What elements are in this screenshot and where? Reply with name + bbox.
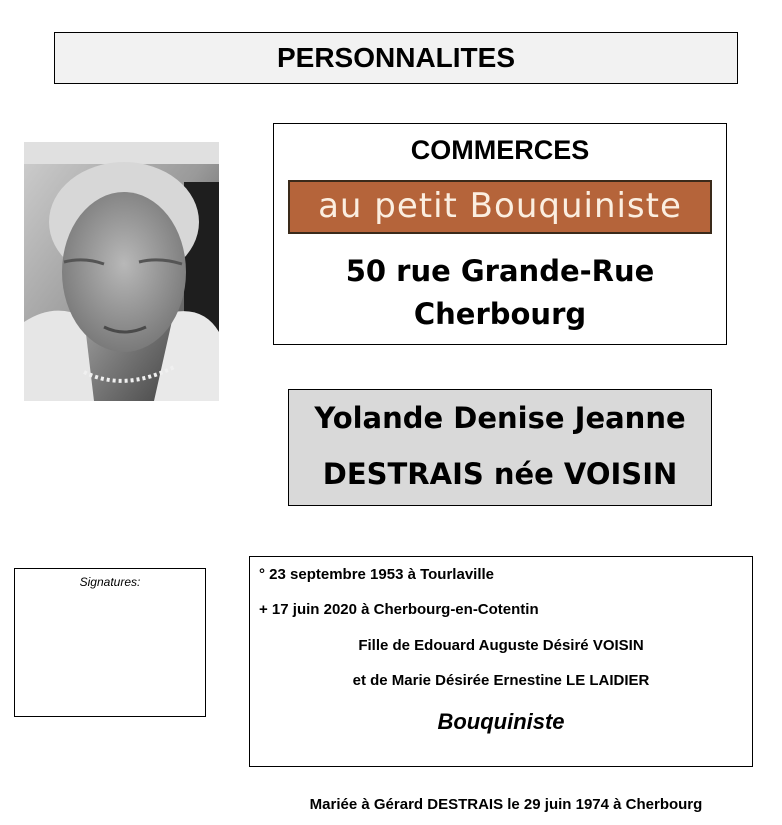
person-given-names: Yolande Denise Jeanne (314, 401, 686, 435)
birth-line: ° 23 septembre 1953 à Tourlaville (259, 566, 495, 583)
signatures-label: Signatures: (79, 575, 141, 589)
person-surname: DESTRAIS née VOISIN (322, 457, 678, 491)
person-name-panel (288, 389, 712, 506)
address-street: 50 rue Grande-Rue (345, 254, 655, 288)
portrait-photo (24, 142, 219, 401)
mother-line: et de Marie Désirée Ernestine LE LAIDIER (352, 672, 650, 689)
occupation-line: Bouquiniste (437, 709, 565, 734)
address-city: Cherbourg (413, 297, 587, 331)
page-title: PERSONNALITES (54, 32, 738, 84)
shop-logo: au petit Bouquiniste (288, 180, 712, 234)
signatures-box (14, 568, 206, 717)
father-line: Fille de Edouard Auguste Désiré VOISIN (358, 637, 644, 654)
shop-address (274, 250, 726, 336)
details-panel (249, 556, 753, 767)
commerce-heading: COMMERCES (410, 135, 590, 165)
marriage-line: Mariée à Gérard DESTRAIS le 29 juin 1974 à Cherbourg (309, 796, 703, 813)
death-line: + 17 juin 2020 à Cherbourg-en-Cotentin (259, 601, 539, 618)
commerce-panel (273, 123, 727, 345)
